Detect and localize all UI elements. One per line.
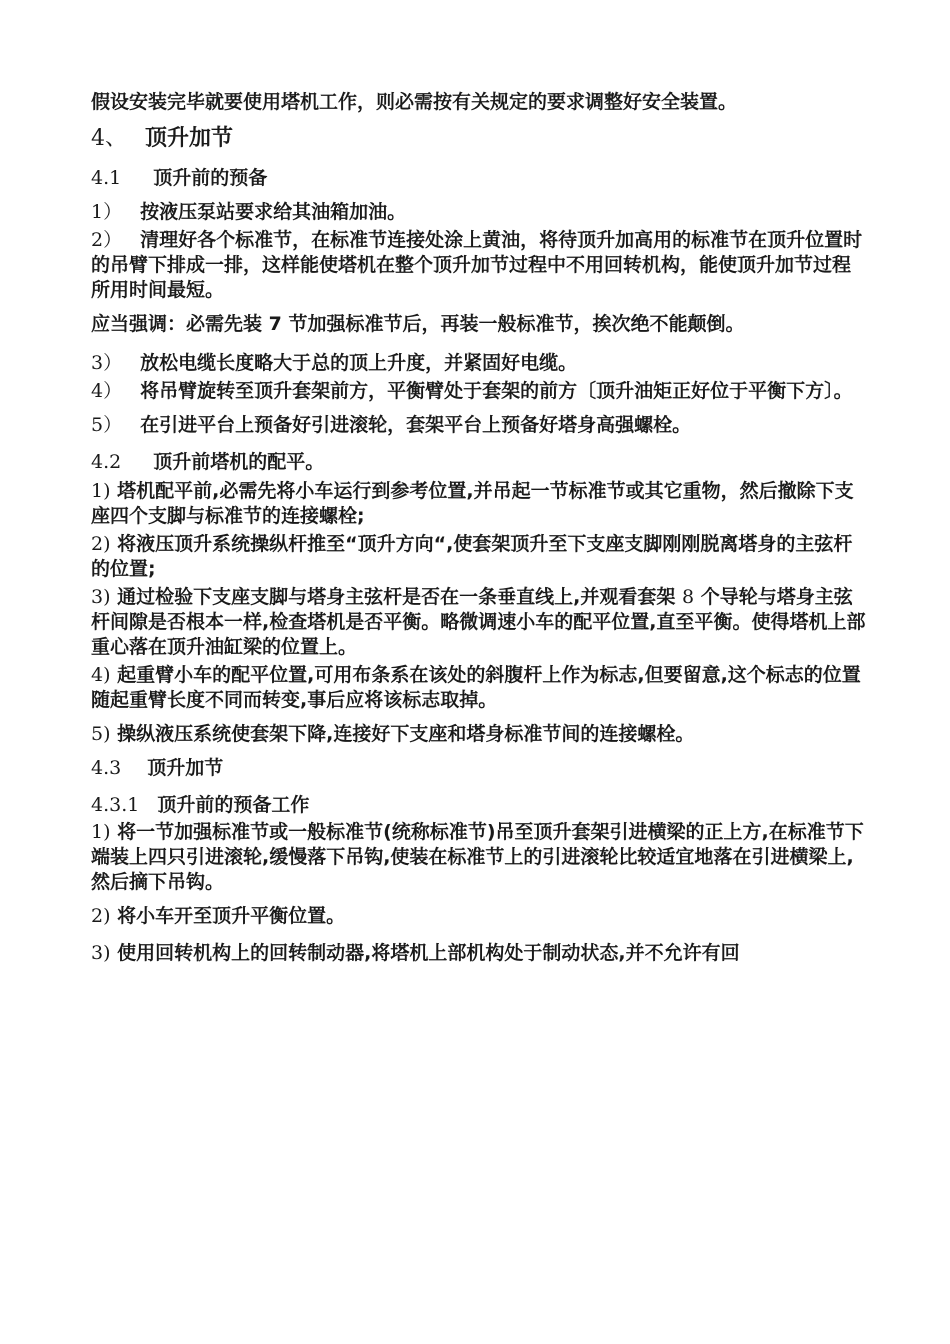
heading-number: 4、	[91, 126, 127, 151]
list-item-4-1-4	[91, 379, 866, 404]
item-number: 1）	[91, 201, 123, 223]
item-number: 1)	[91, 821, 111, 843]
item-number: 3)	[91, 586, 111, 608]
heading-4-3	[91, 756, 866, 781]
heading-title: 顶升前塔机的配平。	[153, 451, 325, 473]
heading-number: 4.3	[91, 757, 122, 779]
item-number: 2)	[91, 533, 111, 555]
list-item-4-1-2	[91, 228, 866, 303]
item-number: 5)	[91, 723, 111, 745]
heading-number: 4.1	[91, 167, 122, 189]
list-item-4-1-3	[91, 351, 866, 376]
item-number: 1)	[91, 480, 111, 502]
item-text: 操纵液压系统使套架下降,连接好下支座和塔身标准节间的连接螺栓。	[117, 723, 695, 745]
item-text: 起重臂小车的配平位置,可用布条系在该处的斜腹杆上作为标志,但要留意,这个标志的位置随起重臂长度不同而转变,事后应将该标志取掉。	[91, 664, 861, 711]
list-item-4-3-1-3	[91, 941, 866, 966]
item-text-b: 个导轮与塔身主弦杆间隙是否根本一样,检查塔机是否平衡。略微调速小车的配平位置,直至平衡。使得塔机上部重心落在顶升油缸梁的位置上。	[91, 586, 866, 658]
heading-4	[91, 124, 866, 154]
heading-4-1	[91, 166, 866, 191]
list-item-4-1-5	[91, 413, 866, 438]
item-text: 将小车开至顶升平衡位置。	[117, 905, 346, 927]
list-item-4-2-4	[91, 663, 866, 713]
list-item-4-1-1	[91, 200, 866, 225]
heading-title: 顶升加节	[147, 757, 224, 779]
item-text: 使用回转机构上的回转制动器,将塔机上部机构处于制动状态,并不允许有回	[117, 942, 740, 964]
heading-4-2	[91, 450, 866, 475]
item-text: 清理好各个标准节，在标准节连接处涂上黄油，将待顶升加高用的标准节在顶升位置时的吊臂下排成一排，这样能使塔机在整个顶升加节过程中不用回转机构，能使顶升加节过程所用时间最短。	[91, 229, 863, 301]
item-text: 塔机配平前,必需先将小车运行到参考位置,并吊起一节标准节或其它重物，然后撤除下支座四个支脚与标准节的连接螺栓;	[91, 480, 854, 527]
list-item-4-2-5	[91, 722, 866, 747]
item-text-a: 通过检验下支座支脚与塔身主弦杆是否在一条垂直线上,并观看套架	[117, 586, 676, 608]
item-inline-number: 8	[682, 586, 695, 608]
paragraph-intro: 假设安装完毕就要使用塔机工作，则必需按有关规定的要求调整好安全装置。	[91, 91, 738, 113]
heading-number: 4.3.1	[91, 794, 140, 816]
heading-4-3-1	[91, 793, 866, 818]
heading-title: 顶升前的预备工作	[157, 794, 310, 816]
item-number: 2）	[91, 229, 123, 251]
emphasis-note: 应当强调：必需先装 7 节加强标准节后，再装一般标准节，挨次绝不能颠倒。	[91, 313, 745, 335]
document-page	[91, 90, 866, 975]
list-item-4-3-1-2	[91, 904, 866, 929]
item-number: 3）	[91, 352, 123, 374]
heading-number: 4.2	[91, 451, 122, 473]
item-text: 将吊臂旋转至顶升套架前方，平衡臂处于套架的前方〔顶升油矩正好位于平衡下方〕。	[140, 380, 853, 402]
list-item-4-3-1-1	[91, 820, 866, 895]
item-text: 将一节加强标准节或一般标准节(统称标准节)吊至顶升套架引进横梁的正上方,在标准节下端装上四只引进滚轮,缓慢落下吊钩,使装在标准节上的引进滚轮比较适宜地落在引进横梁上,然后摘下吊钩。	[91, 821, 864, 893]
item-number: 4)	[91, 664, 111, 686]
item-number: 5）	[91, 414, 123, 436]
heading-title: 顶升加节	[145, 126, 234, 151]
item-text: 将液压顶升系统操纵杆推至“顶升方向“,使套架顶升至下支座支脚刚刚脱离塔身的主弦杆的位置;	[91, 533, 853, 580]
heading-title: 顶升前的预备	[153, 167, 268, 189]
list-item-4-2-1	[91, 479, 866, 529]
item-number: 2)	[91, 905, 111, 927]
item-text: 按液压泵站要求给其油箱加油。	[140, 201, 407, 223]
item-number: 3)	[91, 942, 111, 964]
list-item-4-2-3	[91, 585, 866, 660]
item-text: 放松电缆长度略大于总的顶上升度，并紧固好电缆。	[140, 352, 578, 374]
item-number: 4）	[91, 380, 123, 402]
list-item-4-2-2	[91, 532, 866, 582]
item-text: 在引进平台上预备好引进滚轮，套架平台上预备好塔身高强螺栓。	[140, 414, 692, 436]
